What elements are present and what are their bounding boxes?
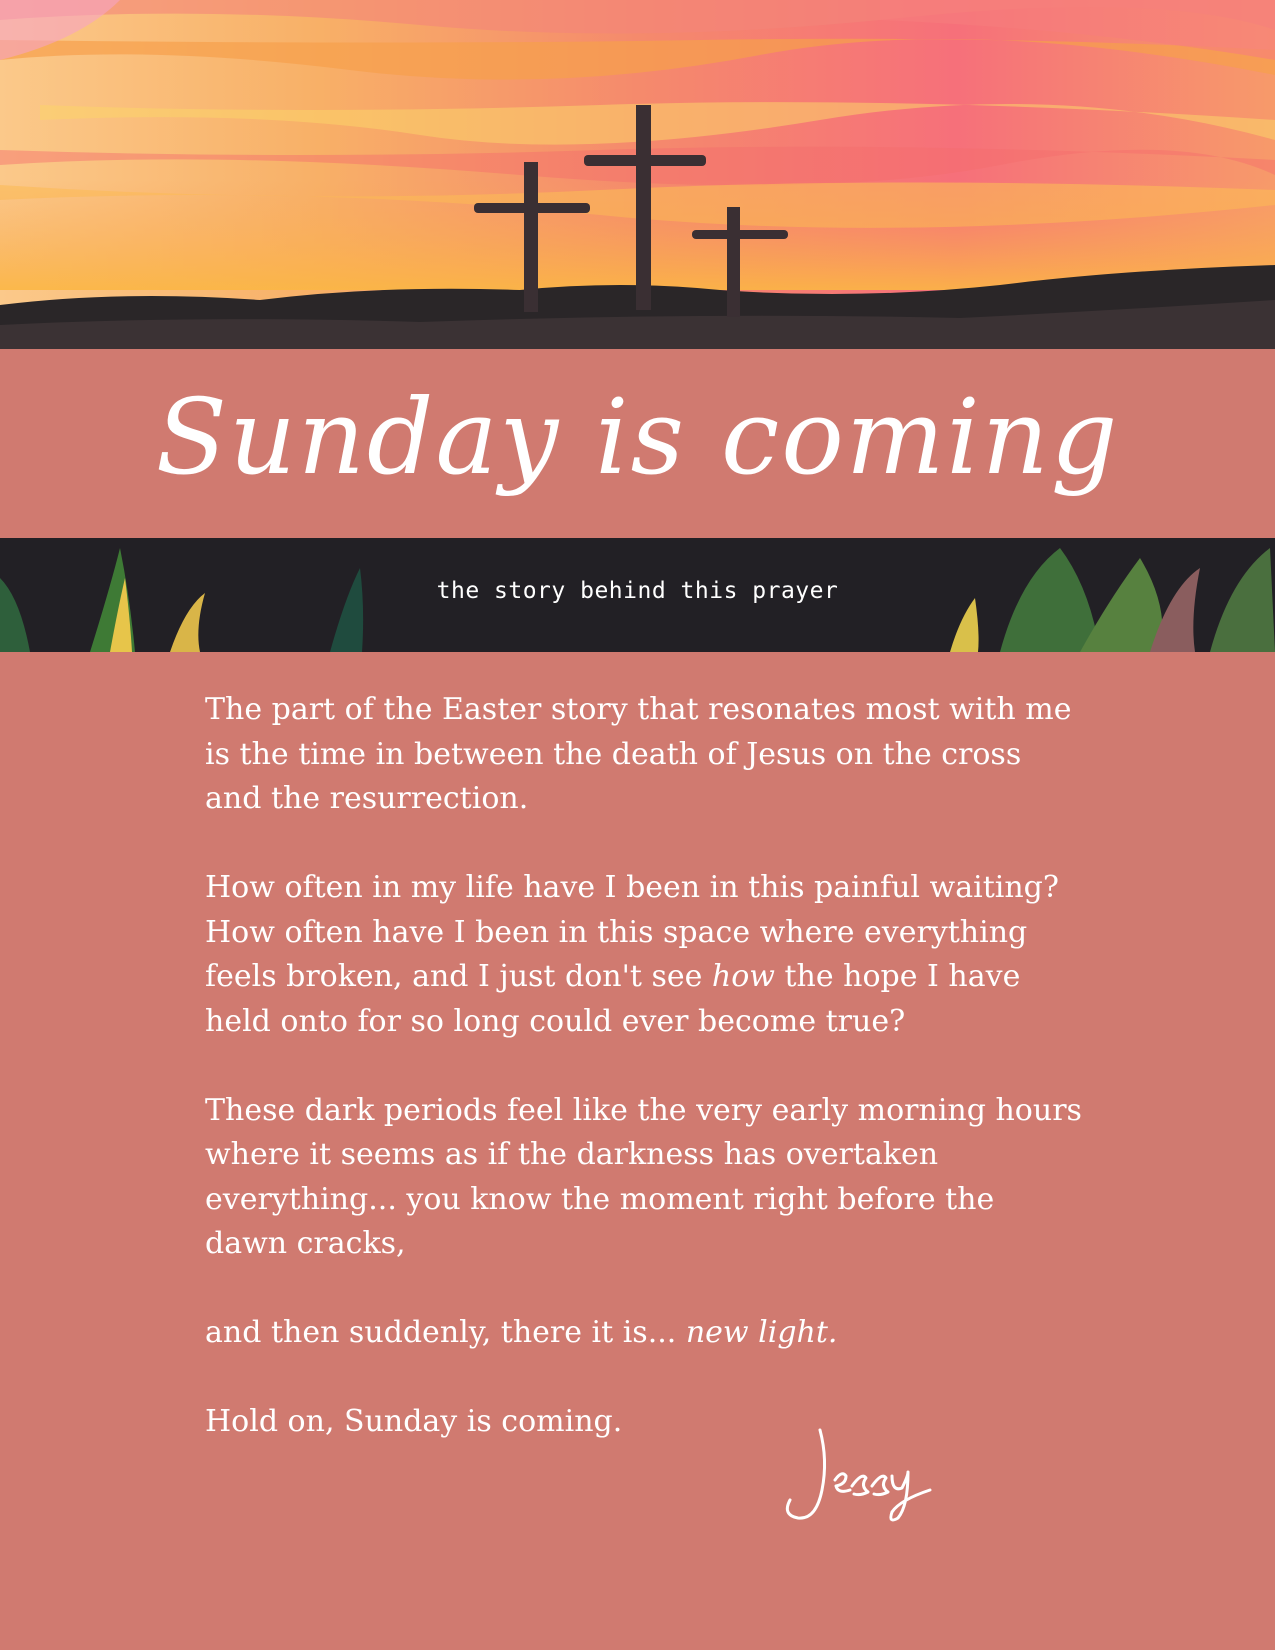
paragraph-3: These dark periods feel like the very early morning hours where it seems as if the darkness has overtaken everything... you know the moment right before the dawn cracks, [205, 1092, 1082, 1261]
paragraph-1: The part of the Easter story that resonates most with me is the time in between the death of Jesus on the cross and the resurrection. [205, 692, 1072, 816]
paragraph-2 [205, 866, 1085, 1044]
signature [780, 1420, 940, 1530]
paragraph-4 [205, 1311, 1085, 1356]
paragraph-5: Hold on, Sunday is coming. [205, 1404, 623, 1439]
sunset-crosses-painting [0, 0, 1275, 350]
paragraph-2-text-b: the hope I have held onto for so long could ever become true? [205, 959, 1021, 1039]
paragraph-2-emphasis: how [711, 959, 775, 994]
paragraph-2-text-a: How often in my life have I been in this painful waiting? How often have I been in this space where everything feels broken, and I just don't see [205, 870, 1059, 994]
paragraph-4-emphasis: new light. [685, 1315, 838, 1350]
page-title: Sunday is coming [155, 376, 1120, 498]
page-subtitle: the story behind this prayer [436, 578, 839, 604]
story-text [205, 688, 1085, 1489]
paragraph-4-text: and then suddenly, there it is... [205, 1315, 686, 1350]
